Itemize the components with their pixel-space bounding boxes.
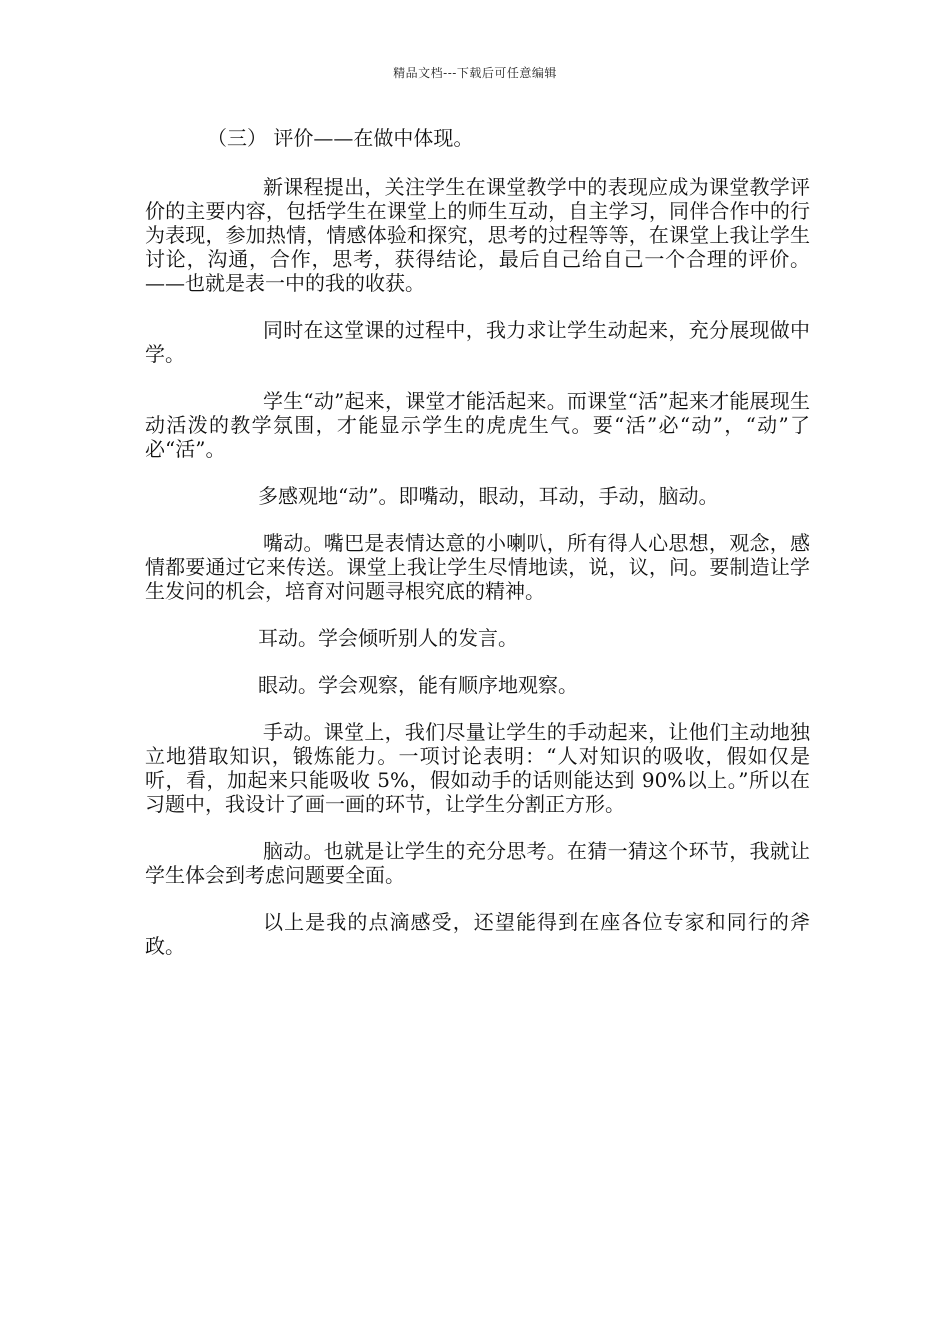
page-header: 精品文档---下载后可任意编辑 (393, 66, 557, 80)
paragraph-evaluation: 新课程提出，关注学生在课堂教学中的表现应成为课堂教学评价的主要内容，包括学生在课堂上的师生互动，自主学习，同伴合作中的行为表现，参加热情，情感体验和探究，思考的过程等等，在课堂上我让学生讨论，沟通，合作，思考，获得结论，最后自己给自己一个合理的评价。——也就是表一中的我的收获。 (145, 175, 810, 295)
paragraph-learning-by-doing: 同时在这堂课的过程中，我力求让学生动起来，充分展现做中学。 (145, 318, 810, 366)
paragraph-conclusion: 以上是我的点滴感受，还望能得到在座各位专家和同行的斧政。 (145, 910, 810, 958)
body-text (145, 175, 810, 981)
section-heading: （三） 评价——在做中体现。 (207, 126, 474, 150)
paragraph-mouth: 嘴动。嘴巴是表情达意的小喇叭，所有得人心思想，观念，感情都要通过它来传送。课堂上我让学生尽情地读，说，议，问。要制造让学生发问的机会，培育对问题寻根究底的精神。 (145, 531, 810, 603)
paragraph-students-active: 学生“动”起来，课堂才能活起来。而课堂“活”起来才能展现生动活泼的教学氛围，才能显示学生的虎虎生气。要“活”必“动”，“动”了必“活”。 (145, 389, 810, 461)
paragraph-multi-sensory: 多感观地“动”。即嘴动，眼动，耳动，手动，脑动。 (258, 484, 719, 508)
paragraph-hands: 手动。课堂上，我们尽量让学生的手动起来，让他们主动地独立地猎取知识，锻炼能力。一项讨论表明：“人对知识的吸收，假如仅是听，看，加起来只能吸收 5%，假如动手的话则能达到 90%以上。”所以在习题中，我设计了画一画的环节，让学生分割正方形。 (145, 720, 810, 816)
paragraph-ears: 耳动。学会倾听别人的发言。 (258, 626, 518, 650)
paragraph-brain: 脑动。也就是让学生的充分思考。在猜一猜这个环节，我就让学生体会到考虑问题要全面。 (145, 839, 810, 887)
paragraph-eyes: 眼动。学会观察，能有顺序地观察。 (258, 673, 578, 697)
